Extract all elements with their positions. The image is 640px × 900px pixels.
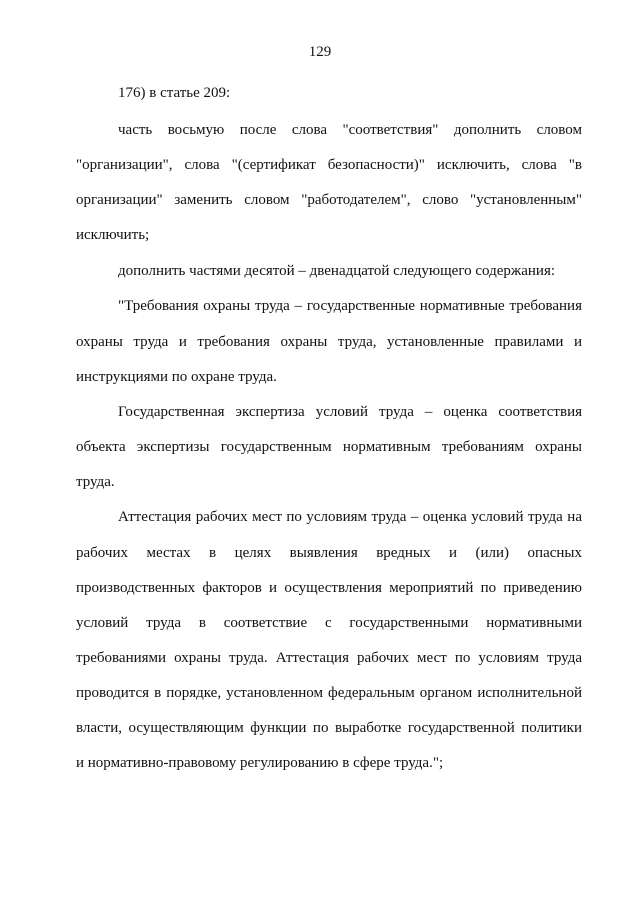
text-line: охраны труда и требования охраны труда, установленные правилами и	[76, 334, 582, 350]
text-line: "организации", слова "(сертификат безопасности)" исключить, слова "в	[76, 157, 582, 173]
text-line: исключить;	[76, 227, 150, 243]
text-line: организации" заменить словом "работодателем", слово "установленным"	[76, 192, 582, 208]
text-line: объекта экспертизы государственным нормативным требованиям охраны	[76, 439, 582, 455]
text-line: труда.	[76, 474, 115, 490]
article-heading: 176) в статье 209:	[118, 85, 231, 101]
text-line: часть восьмую после слова "соответствия" дополнить словом	[118, 122, 582, 138]
text-line: власти, осуществляющим функции по выработке государственной политики	[76, 720, 582, 736]
text-line: Государственная экспертиза условий труда – оценка соответствия	[118, 404, 582, 420]
text-line: и нормативно-правовому регулированию в сфере труда.";	[76, 755, 444, 771]
text-line: дополнить частями десятой – двенадцатой следующего содержания:	[118, 263, 556, 279]
text-line: "Требования охраны труда – государственные нормативные требования	[118, 298, 582, 314]
text-line: производственных факторов и осуществления мероприятий по приведению	[76, 580, 582, 596]
text-line: инструкциями по охране труда.	[76, 369, 277, 385]
text-line: рабочих местах в целях выявления вредных и (или) опасных	[76, 545, 582, 561]
text-line: Аттестация рабочих мест по условиям труда – оценка условий труда на	[118, 509, 582, 525]
text-line: условий труда в соответствие с государственными нормативными	[76, 615, 582, 631]
text-line: требованиями охраны труда. Аттестация рабочих мест по условиям труда	[76, 650, 582, 666]
text-line: проводится в порядке, установленном федеральным органом исполнительной	[76, 685, 582, 701]
page-number: 129	[308, 44, 332, 60]
